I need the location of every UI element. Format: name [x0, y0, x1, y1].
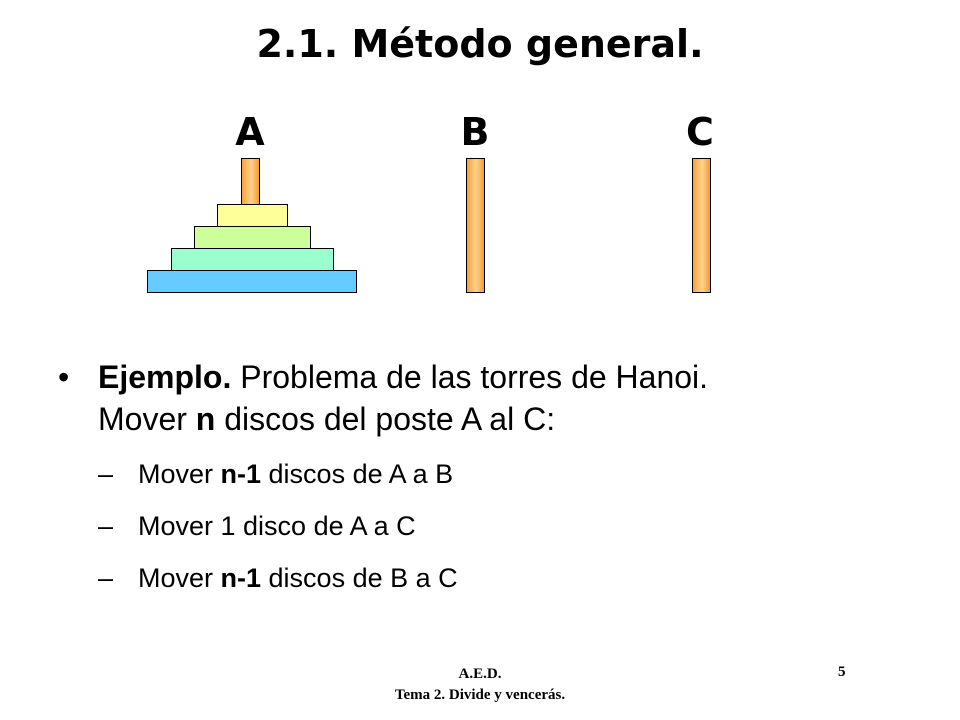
page-number: 5	[838, 664, 846, 680]
example-text: Problema de las torres de Hanoi.	[231, 359, 709, 395]
sub3-bold: n-1	[220, 563, 262, 593]
peg-c	[692, 158, 711, 293]
disk-2	[194, 226, 311, 250]
disk-4	[147, 270, 357, 293]
footer	[0, 664, 960, 706]
footer-course: A.E.D.	[458, 666, 502, 682]
list-item-example	[58, 356, 918, 440]
peg-b-label: B	[460, 110, 490, 154]
example-line-1	[98, 356, 918, 398]
peg-a-label: A	[235, 110, 265, 154]
example-text-2: Mover	[98, 401, 196, 437]
example-label: Ejemplo.	[98, 359, 232, 395]
dash: –	[98, 459, 114, 489]
sub1-prefix: Mover	[138, 459, 221, 489]
sub1-suffix: discos de A a B	[261, 459, 454, 489]
example-n: n	[195, 401, 216, 437]
slide-title: 2.1. Método general.	[256, 22, 704, 66]
disk-3	[171, 248, 334, 272]
peg-a	[241, 158, 260, 208]
sub2-text: Mover 1 disco de A a C	[138, 511, 416, 541]
sub-item-2	[58, 500, 918, 552]
sub3-suffix: discos de B a C	[261, 563, 458, 593]
content-list	[58, 356, 918, 604]
dash: –	[98, 563, 114, 593]
sub-item-3	[58, 552, 918, 604]
disk-1	[217, 204, 288, 228]
peg-b	[466, 158, 485, 293]
sub-item-1	[58, 448, 918, 500]
peg-c-label: C	[686, 110, 714, 154]
example-text-3: discos del poste A al C:	[215, 401, 556, 437]
dash: –	[98, 511, 114, 541]
example-line-2	[98, 398, 918, 440]
sub-list	[58, 448, 918, 604]
sub3-prefix: Mover	[138, 563, 221, 593]
sub1-bold: n-1	[220, 459, 262, 489]
footer-topic: Tema 2. Divide y vencerás.	[394, 687, 566, 703]
bullet-dot: •	[58, 359, 70, 395]
